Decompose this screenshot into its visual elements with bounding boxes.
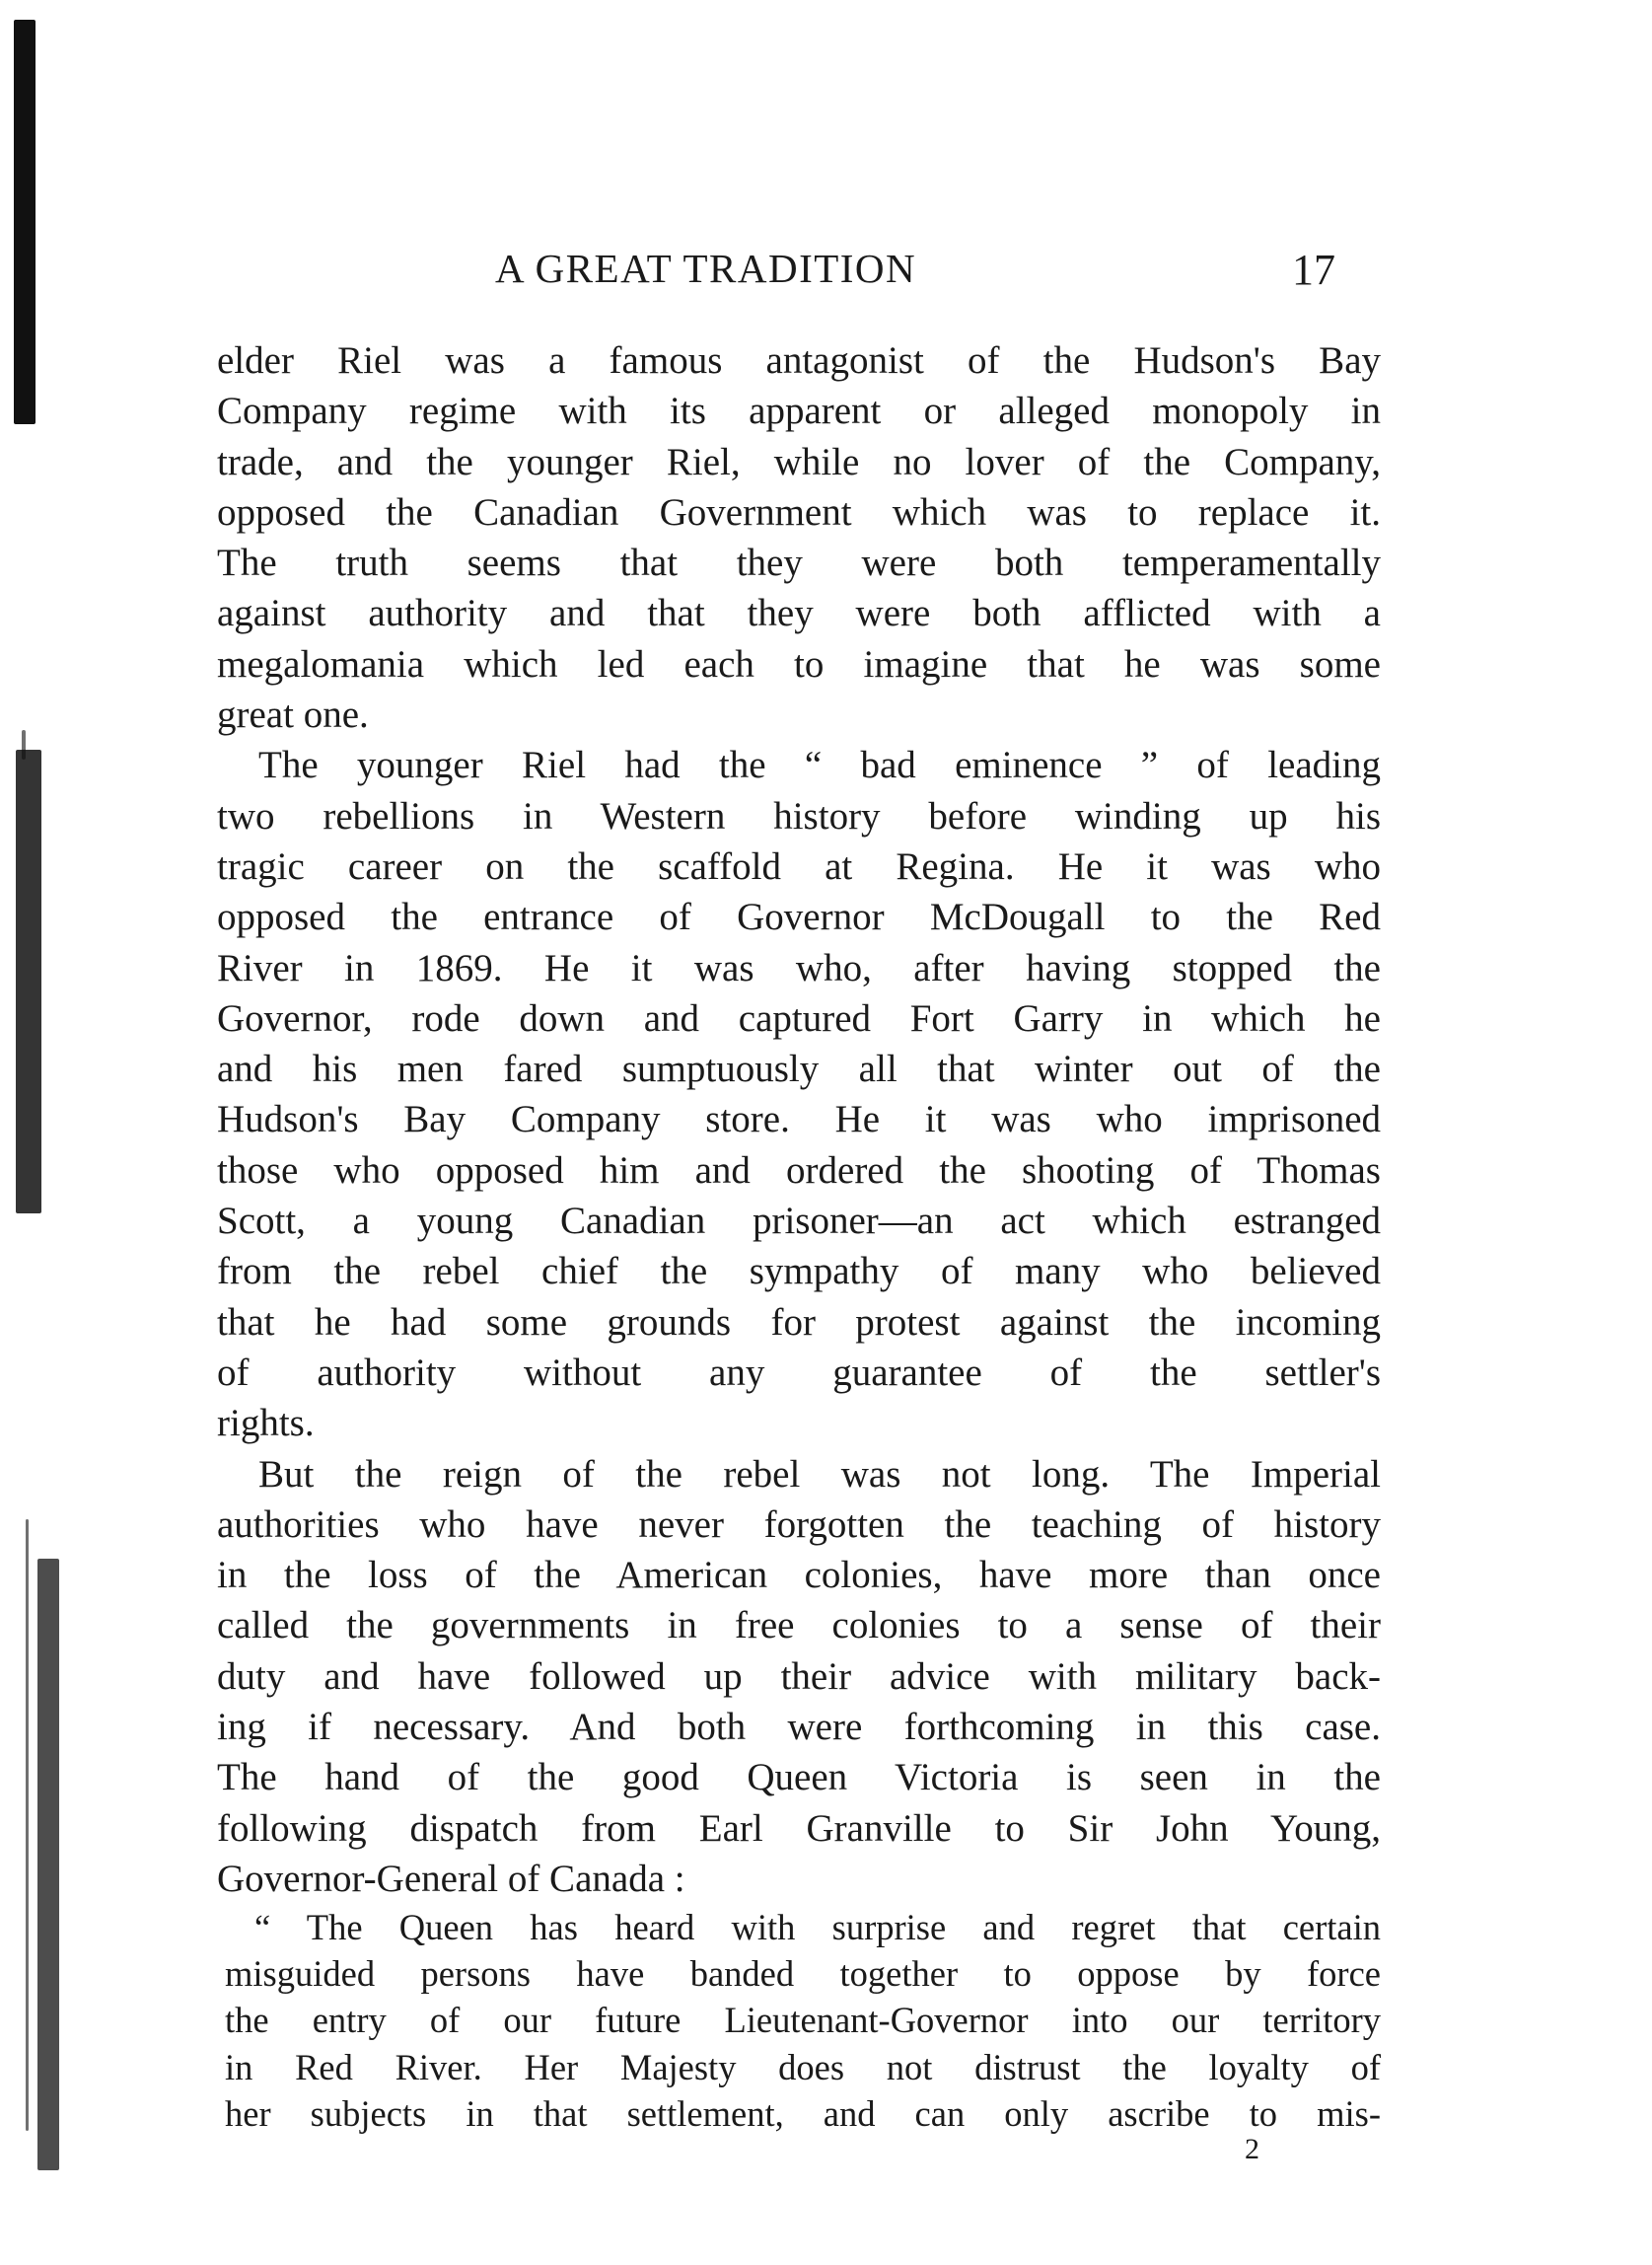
text-line: duty and have followed up their advice with military back- (217, 1654, 1381, 1698)
text-line: great one. (217, 694, 369, 737)
quote-line: her subjects in that settlement, and can only ascribe to mis- (225, 2092, 1381, 2134)
text-line: from the rebel chief the sympathy of many who believed (217, 1250, 1381, 1293)
text-line: Scott, a young Canadian prisoner—an act which estranged (217, 1200, 1381, 1243)
text-line: Hudson's Bay Company store. He it was who imprisoned (217, 1098, 1381, 1141)
text-line: following dispatch from Earl Granville to Sir John Young, (217, 1806, 1381, 1850)
scan-gutter-shadow (14, 20, 36, 424)
text-line: that he had some grounds for protest against the incoming (217, 1300, 1381, 1344)
scan-gutter-shadow (37, 1559, 59, 2170)
page-number: 17 (1292, 246, 1335, 294)
text-line: in the loss of the American colonies, have more than once (217, 1554, 1381, 1597)
quote-line: “ The Queen has heard with surprise and regret that certain (254, 1907, 1381, 1947)
text-line: elder Riel was a famous antagonist of the Hudson's Bay (217, 339, 1381, 382)
page-header (217, 245, 1381, 314)
body-text (217, 335, 1381, 1904)
text-line: two rebellions in Western history before winding up his (217, 794, 1381, 838)
text-line: ing if necessary. And both were forthcoming in this case. (217, 1706, 1381, 1749)
text-line: rights. (217, 1402, 315, 1445)
quote-line: in Red River. Her Majesty does not distrust the loyalty of (225, 2046, 1381, 2087)
text-line: against authority and that they were both afflicted with a (217, 592, 1381, 635)
text-line: authorities who have never forgotten the teaching of history (217, 1502, 1381, 1546)
text-line: opposed the entrance of Governor McDougall to the Red (217, 896, 1381, 939)
text-line: called the governments in free colonies to a sense of their (217, 1604, 1381, 1647)
text-line: Company regime with its apparent or alleged monopoly in (217, 390, 1381, 433)
running-title: A GREAT TRADITION (495, 246, 917, 291)
text-line: and his men fared sumptuously all that winter out of the (217, 1048, 1381, 1091)
text-line: megalomania which led each to imagine that he was some (217, 642, 1381, 686)
scan-gutter-shadow (16, 750, 41, 1213)
quote-line: the entry of our future Lieutenant-Governor into our territory (225, 2000, 1381, 2041)
scan-gutter-shadow (26, 1519, 29, 2131)
text-line: Governor, rode down and captured Fort Garry in which he (217, 996, 1381, 1040)
text-line: of authority without any guarantee of the settler's (217, 1351, 1381, 1394)
signature-mark: 2 (1245, 2133, 1259, 2165)
text-line: Governor-General of Canada : (217, 1857, 685, 1900)
text-line: River in 1869. He it was who, after having stopped the (217, 946, 1381, 989)
text-line: trade, and the younger Riel, while no lover of the Company, (217, 440, 1381, 483)
text-line: those who opposed him and ordered the shooting of Thomas (217, 1148, 1381, 1192)
quote-line: misguided persons have banded together to oppose by force (225, 1953, 1381, 1995)
scan-gutter-shadow (22, 730, 26, 760)
text-line: But the reign of the rebel was not long. The Imperial (258, 1452, 1381, 1496)
text-line: tragic career on the scaffold at Regina. He it was who (217, 844, 1381, 888)
block-quote (225, 1904, 1381, 2137)
text-line: The younger Riel had the “ bad eminence ” of leading (258, 744, 1381, 787)
text-line: The hand of the good Queen Victoria is seen in the (217, 1756, 1381, 1799)
text-line: opposed the Canadian Government which was to replace it. (217, 490, 1381, 534)
text-line: The truth seems that they were both temperamentally (217, 542, 1381, 585)
